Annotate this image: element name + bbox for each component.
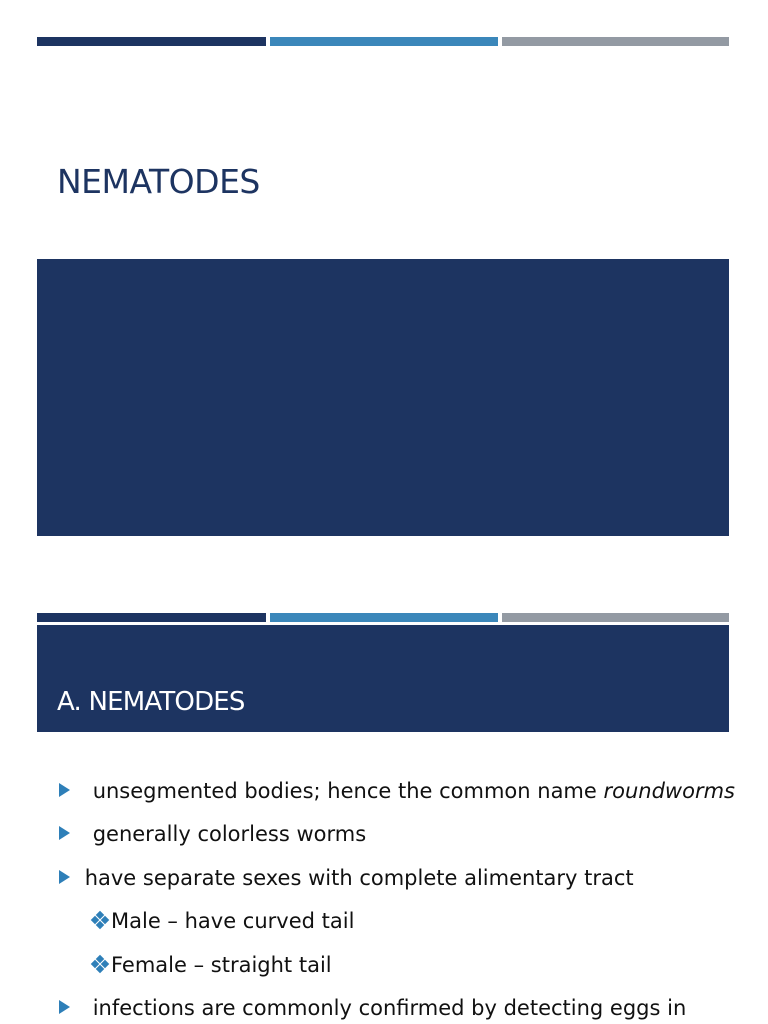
arrow-bullet-icon (59, 783, 70, 797)
bullet-text: have separate sexes with complete alimentary tract (84, 866, 634, 890)
bullet-text: infections are commonly confirmed by detecting eggs in (92, 996, 687, 1020)
diamond-bullet-icon (92, 912, 109, 929)
diamond-bullet-icon (92, 956, 109, 973)
sub-bullet-item (92, 909, 354, 933)
bullet-item (59, 866, 634, 890)
slide1-accent-bar-blue (270, 37, 498, 46)
slide1-accent-bar-gray (502, 37, 729, 46)
sub-bullet-text: Female – straight tail (111, 953, 332, 977)
sub-bullet-item (92, 953, 332, 977)
bullet-emphasis: roundworms (603, 779, 735, 803)
arrow-bullet-icon (59, 1000, 70, 1014)
slide2-accent-bar-navy (37, 613, 266, 622)
bullet-text: generally colorless worms (92, 822, 367, 846)
bullet-item (59, 996, 686, 1020)
bullet-item (59, 779, 735, 803)
arrow-bullet-icon (59, 826, 70, 840)
bullet-item (59, 822, 366, 846)
bullet-text: unsegmented bodies; hence the common name (92, 779, 604, 803)
slide1-accent-bar-navy (37, 37, 266, 46)
slide2-accent-bar-gray (502, 613, 729, 622)
slide1-content-panel (37, 259, 729, 536)
arrow-bullet-icon (59, 870, 70, 884)
sub-bullet-text: Male – have curved tail (111, 909, 355, 933)
slide1-title: NEMATODES (57, 162, 260, 201)
slide2-title: A. NEMATODES (57, 687, 245, 717)
slide2-accent-bar-blue (270, 613, 498, 622)
